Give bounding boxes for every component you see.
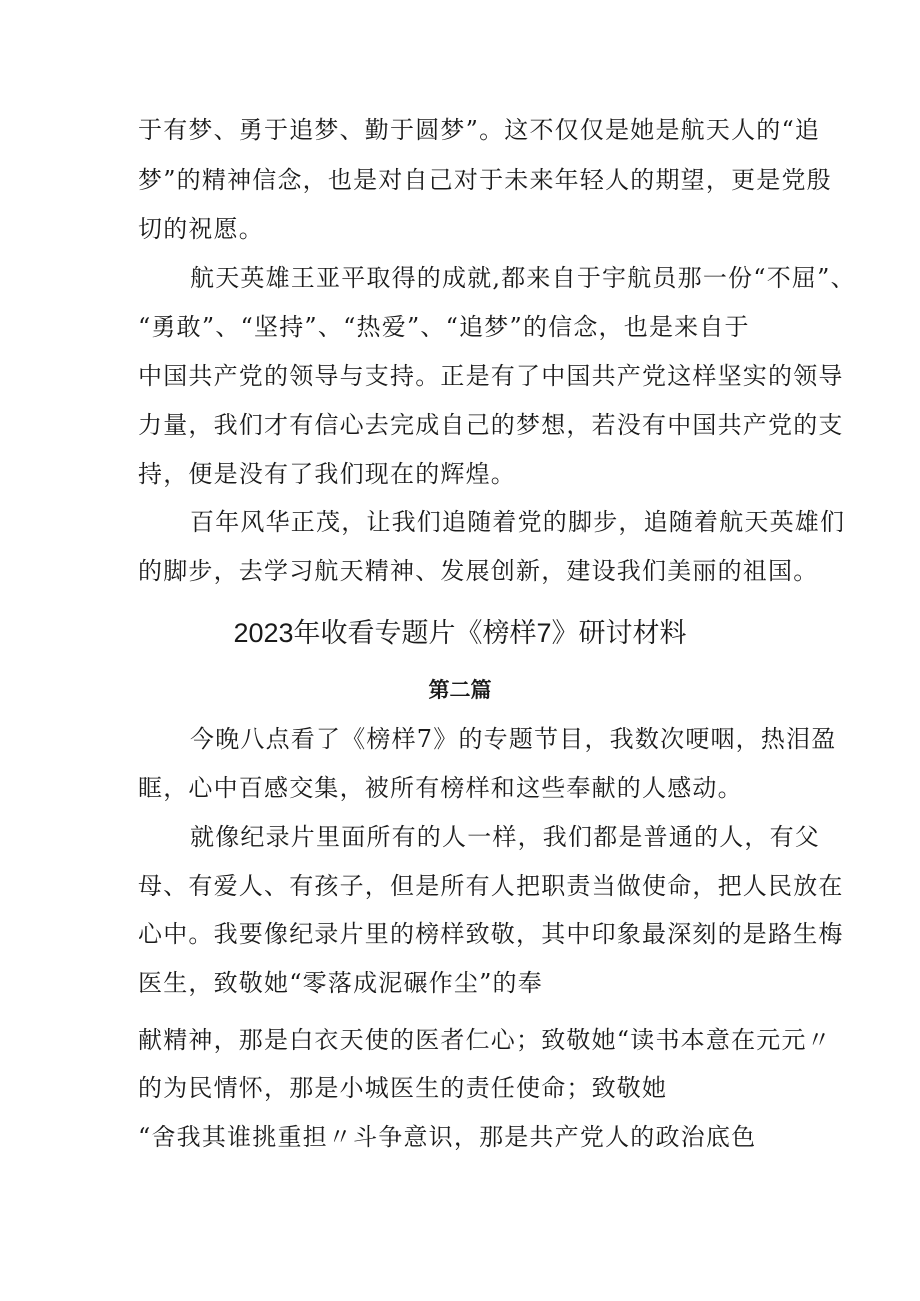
text-line: 持，便是没有了我们现在的辉煌。 bbox=[138, 460, 516, 488]
text-line: 的为民情怀，那是小城医生的责任使命；致敬她 bbox=[138, 1074, 668, 1102]
text-line: 母、有爱人、有孩子，但是所有人把职责当做使命，把人民放在 bbox=[138, 872, 844, 900]
text-line: 力量，我们才有信心去完成自己的梦想，若没有中国共产党的支 bbox=[138, 411, 844, 439]
text-line: 于有梦、勇于追梦、勤于圆梦”。这不仅仅是她是航天人的“追 bbox=[138, 116, 821, 144]
text-line: 就像纪录片里面所有的人一样，我们都是普通的人，有父 bbox=[190, 823, 820, 851]
text-line: 心中。我要像纪录片里的榜样致敬，其中印象最深刻的是路生梅 bbox=[138, 920, 844, 948]
text-line: “勇敢”、“坚持”、“热爱”、“追梦”的信念，也是来自于 bbox=[138, 313, 750, 341]
text-line: “舍我其谁挑重担〃斗争意识，那是共产党人的政治底色 bbox=[138, 1123, 757, 1151]
text-line: 眶，心中百感交集，被所有榜样和这些奉献的人感动。 bbox=[138, 774, 743, 802]
text-line: 中国共产党的领导与支持。正是有了中国共产党这样坚实的领导 bbox=[138, 362, 844, 390]
text-line: 的脚步，去学习航天精神、发展创新，建设我们美丽的祖国。 bbox=[138, 557, 819, 585]
text-line: 献精神，那是白衣天使的医者仁心；致敬她“读书本意在元元〃 bbox=[138, 1026, 832, 1054]
document-title: 2023年收看专题片《榜样7》研讨材料 bbox=[233, 618, 687, 648]
text-line: 百年风华正茂，让我们追随着党的脚步，追随着航天英雄们 bbox=[190, 508, 846, 536]
text-line: 航天英雄王亚平取得的成就,都来自于宇航员那一份“不屈”、 bbox=[190, 264, 856, 292]
text-line: 梦”的精神信念，也是对自己对于未来年轻人的期望，更是党殷 bbox=[138, 166, 832, 194]
text-line: 切的祝愿。 bbox=[138, 215, 264, 243]
text-line: 今晚八点看了《榜样7》的专题节目，我数次哽咽，热泪盈 bbox=[190, 725, 837, 753]
text-line: 医生，致敬她“零落成泥碾作尘”的奉 bbox=[138, 969, 543, 997]
section-subtitle: 第二篇 bbox=[428, 678, 492, 702]
